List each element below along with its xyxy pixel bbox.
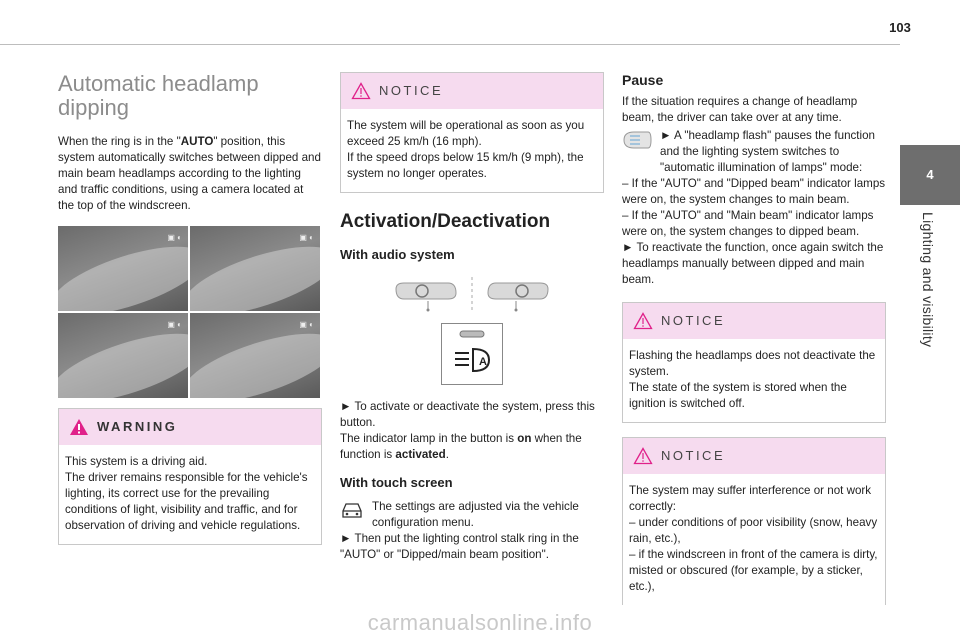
photo-4: [190, 313, 320, 398]
notice-title: NOTICE: [661, 448, 726, 463]
page-number: 103: [889, 20, 911, 35]
notice-body: [341, 109, 603, 192]
chapter-label: Lighting and visibility: [920, 212, 936, 348]
lamp-icons: ▣ ◐: [167, 233, 182, 242]
warning-box: [58, 408, 322, 545]
car-settings-icon: [340, 499, 364, 521]
chapter-tab[interactable]: 4: [900, 145, 960, 205]
audio-instruction: ► To activate or deactivate the system, press this button.: [340, 400, 595, 429]
notice-triangle-icon: [351, 82, 371, 100]
auto-headlamp-button-icon: [441, 323, 503, 385]
notice-title: NOTICE: [379, 83, 444, 98]
flash-text: ► A "headlamp flash" pauses the function and the lighting system switches to "automatic illumination of lamps" mode:: [660, 129, 876, 174]
audio-subtitle: With audio system: [340, 247, 455, 262]
notice-box-interference: [622, 437, 886, 605]
touch-text: The settings are adjusted via the vehicle configuration menu.: [372, 500, 579, 529]
lamp-icons: ▣ ◐: [299, 233, 314, 242]
pause-title: Pause: [622, 72, 664, 88]
notice-line-2: If the speed drops below 15 km/h (9 mph), the system no longer operates.: [347, 151, 584, 180]
warning-line-2: The driver remains responsible for the vehicle's lighting, its correct use for the prevailing conditions of light, visibility and traffic, and for observation of driving and vehicle regulations.: [65, 471, 308, 532]
warning-header: [59, 409, 321, 445]
auto-bold: AUTO: [180, 135, 214, 148]
notice-box-speed: [340, 72, 604, 193]
warning-line-1: This system is a driving aid.: [65, 455, 208, 468]
photo-3: [58, 313, 188, 398]
warning-title: WARNING: [97, 419, 178, 434]
notice-triangle-icon: [633, 447, 653, 465]
pause-item-1: – If the "AUTO" and "Dipped beam" indicator lamps were on, the system changes to main beam.: [622, 177, 886, 206]
notice-header: [623, 303, 885, 339]
intro-paragraph: When the ring is in the "AUTO" position, this system automatically switches between dipped and main beam headlamps according to the lighting and traffic conditions, using a camera located at the top of the windscreen.: [58, 135, 321, 212]
notice-box-flash: [622, 302, 886, 423]
header-rule: [0, 44, 900, 45]
notice-line-1: The system may suffer interference or not work correctly:: [629, 484, 872, 513]
touch-subtitle: With touch screen: [340, 475, 453, 490]
notice-line-1: Flashing the headlamps does not deactivate the system.: [629, 349, 876, 378]
pause-item-2: – If the "AUTO" and "Main beam" indicator lamps were on, the system changes to dipped beam.: [622, 209, 874, 238]
section-title: Activation/Deactivation: [340, 211, 551, 232]
lamp-icons: ▣ ◐: [299, 320, 314, 329]
headlamp-flash-icon: [622, 130, 652, 150]
warning-body: [59, 445, 321, 544]
notice-header: [623, 438, 885, 474]
audio-indicator-text: The indicator lamp in the button is on when the function is activated.: [340, 432, 582, 461]
stalk-diagram-icon: [392, 275, 552, 315]
photo-2: [190, 226, 320, 311]
notice-body: [623, 474, 885, 605]
svg-text:A: A: [479, 356, 487, 368]
touch-instruction: ► Then put the lighting control stalk ring in the "AUTO" or "Dipped/main beam position".: [340, 532, 579, 561]
photo-1: [58, 226, 188, 311]
notice-line-2: The state of the system is stored when the ignition is switched off.: [629, 381, 847, 410]
notice-line-1: The system will be operational as soon as you exceed 25 km/h (16 mph).: [347, 119, 585, 148]
notice-title: NOTICE: [661, 313, 726, 328]
column-left: [58, 72, 322, 545]
notice-body: [623, 339, 885, 422]
page-title: Automatic headlamp dipping: [58, 71, 259, 120]
notice-triangle-icon: [633, 312, 653, 330]
lamp-icons: ▣ ◐: [167, 320, 182, 329]
column-middle: [340, 72, 604, 563]
watermark: carmanualsonline.info: [367, 610, 593, 635]
warning-triangle-icon: [69, 418, 89, 436]
notice-line-3: – if the windscreen in front of the camera is dirty, misted or obscured (for example, by a sticker, etc.),: [629, 548, 878, 593]
headlamp-photos: [58, 226, 320, 398]
pause-intro: If the situation requires a change of headlamp beam, the driver can take over at any time.: [622, 95, 858, 124]
reactivate-text: ► To reactivate the function, once again switch the headlamps manually between dipped and main beam.: [622, 241, 884, 286]
notice-header: [341, 73, 603, 109]
touch-row: [340, 499, 604, 531]
column-right: [622, 72, 886, 605]
notice-line-2: – under conditions of poor visibility (snow, heavy rain, etc.),: [629, 516, 878, 545]
